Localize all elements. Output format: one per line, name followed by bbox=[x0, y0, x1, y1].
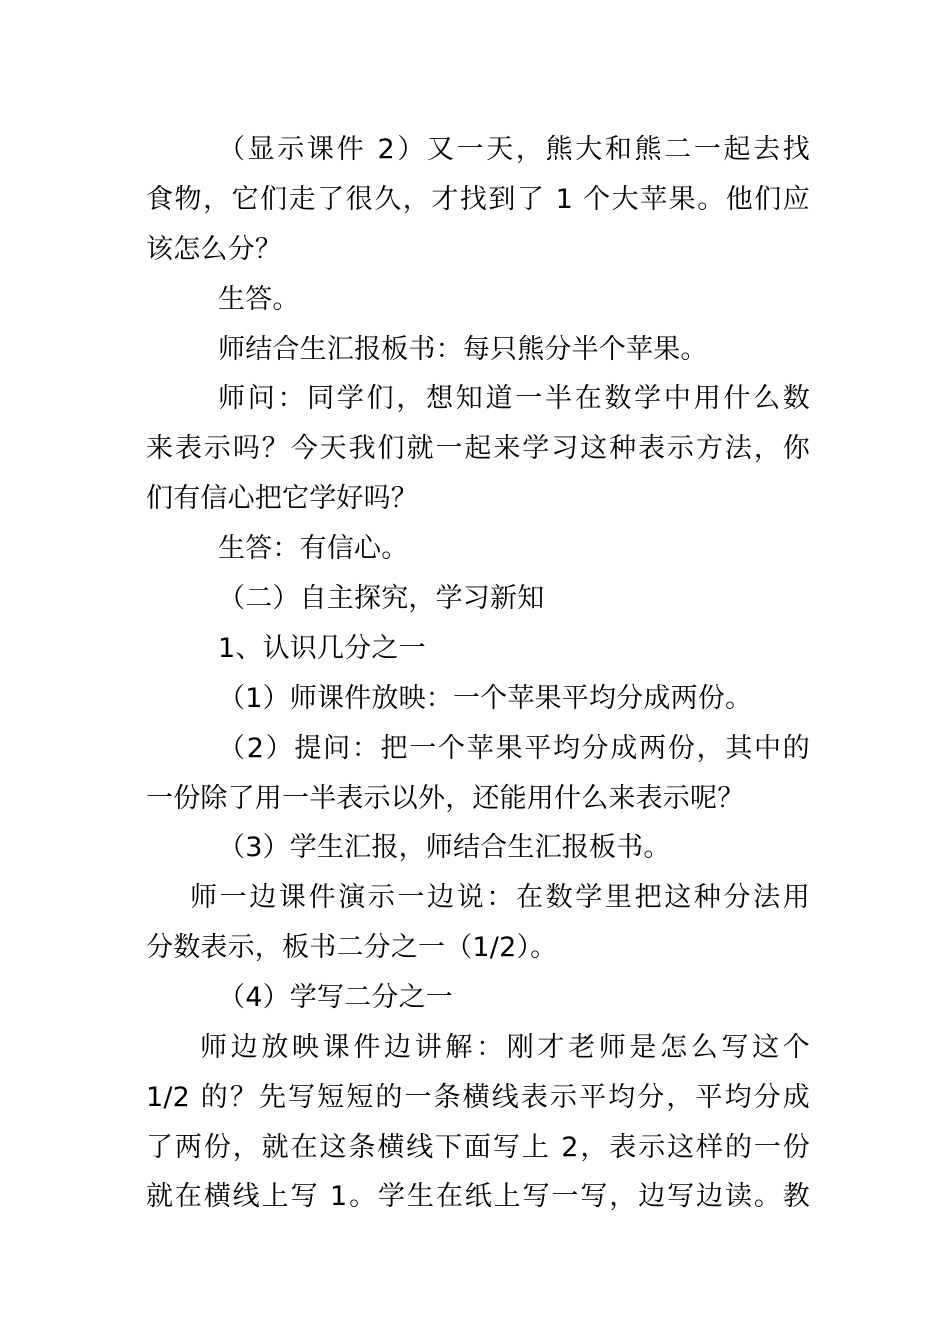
section-heading: （二）自主探究，学习新知 bbox=[218, 583, 545, 614]
paragraph-line-3: 该怎么分？ bbox=[146, 234, 282, 265]
paragraph-line-15: （3）学生汇报，师结合生汇报板书。 bbox=[218, 832, 671, 863]
paragraph-line-20: 1/2 的？先写短短的一条横线表示平均分，平均分成 bbox=[146, 1082, 810, 1113]
paragraph-line-13: （2）提问：把一个苹果平均分成两份，其中的 bbox=[218, 733, 810, 764]
paragraph-line-1: （显示课件 2）又一天，熊大和熊二一起去找 bbox=[218, 134, 810, 165]
paragraph-line-6: 师问：同学们，想知道一半在数学中用什么数 bbox=[218, 383, 810, 414]
paragraph-line-5: 师结合生汇报板书：每只熊分半个苹果。 bbox=[218, 334, 708, 365]
paragraph-line-2: 食物，它们走了很久，才找到了 1 个大苹果。他们应 bbox=[146, 184, 810, 215]
paragraph-line-21: 了两份，就在这条横线下面写上 2，表示这样的一份 bbox=[146, 1132, 810, 1163]
paragraph-line-9: 生答：有信心。 bbox=[218, 533, 409, 564]
paragraph-line-22: 就在横线上写 1。学生在纸上写一写，边写边读。教 bbox=[146, 1181, 810, 1212]
paragraph-line-8: 们有信心把它学好吗？ bbox=[146, 483, 418, 514]
paragraph-line-16: 师一边课件演示一边说：在数学里把这种分法用 bbox=[190, 882, 810, 913]
paragraph-line-17: 分数表示，板书二分之一（1/2）。 bbox=[146, 932, 558, 963]
paragraph-line-7: 来表示吗？今天我们就一起来学习这种表示方法，你 bbox=[146, 433, 810, 464]
paragraph-line-4: 生答。 bbox=[218, 284, 300, 315]
paragraph-line-14: 一份除了用一半表示以外，还能用什么来表示呢？ bbox=[146, 783, 745, 814]
paragraph-line-18: （4）学写二分之一 bbox=[218, 982, 453, 1013]
subsection-heading: 1、认识几分之一 bbox=[218, 633, 426, 664]
paragraph-line-12: （1）师课件放映：一个苹果平均分成两份。 bbox=[218, 683, 753, 714]
paragraph-line-19: 师边放映课件边讲解：刚才老师是怎么写这个 bbox=[200, 1032, 810, 1063]
